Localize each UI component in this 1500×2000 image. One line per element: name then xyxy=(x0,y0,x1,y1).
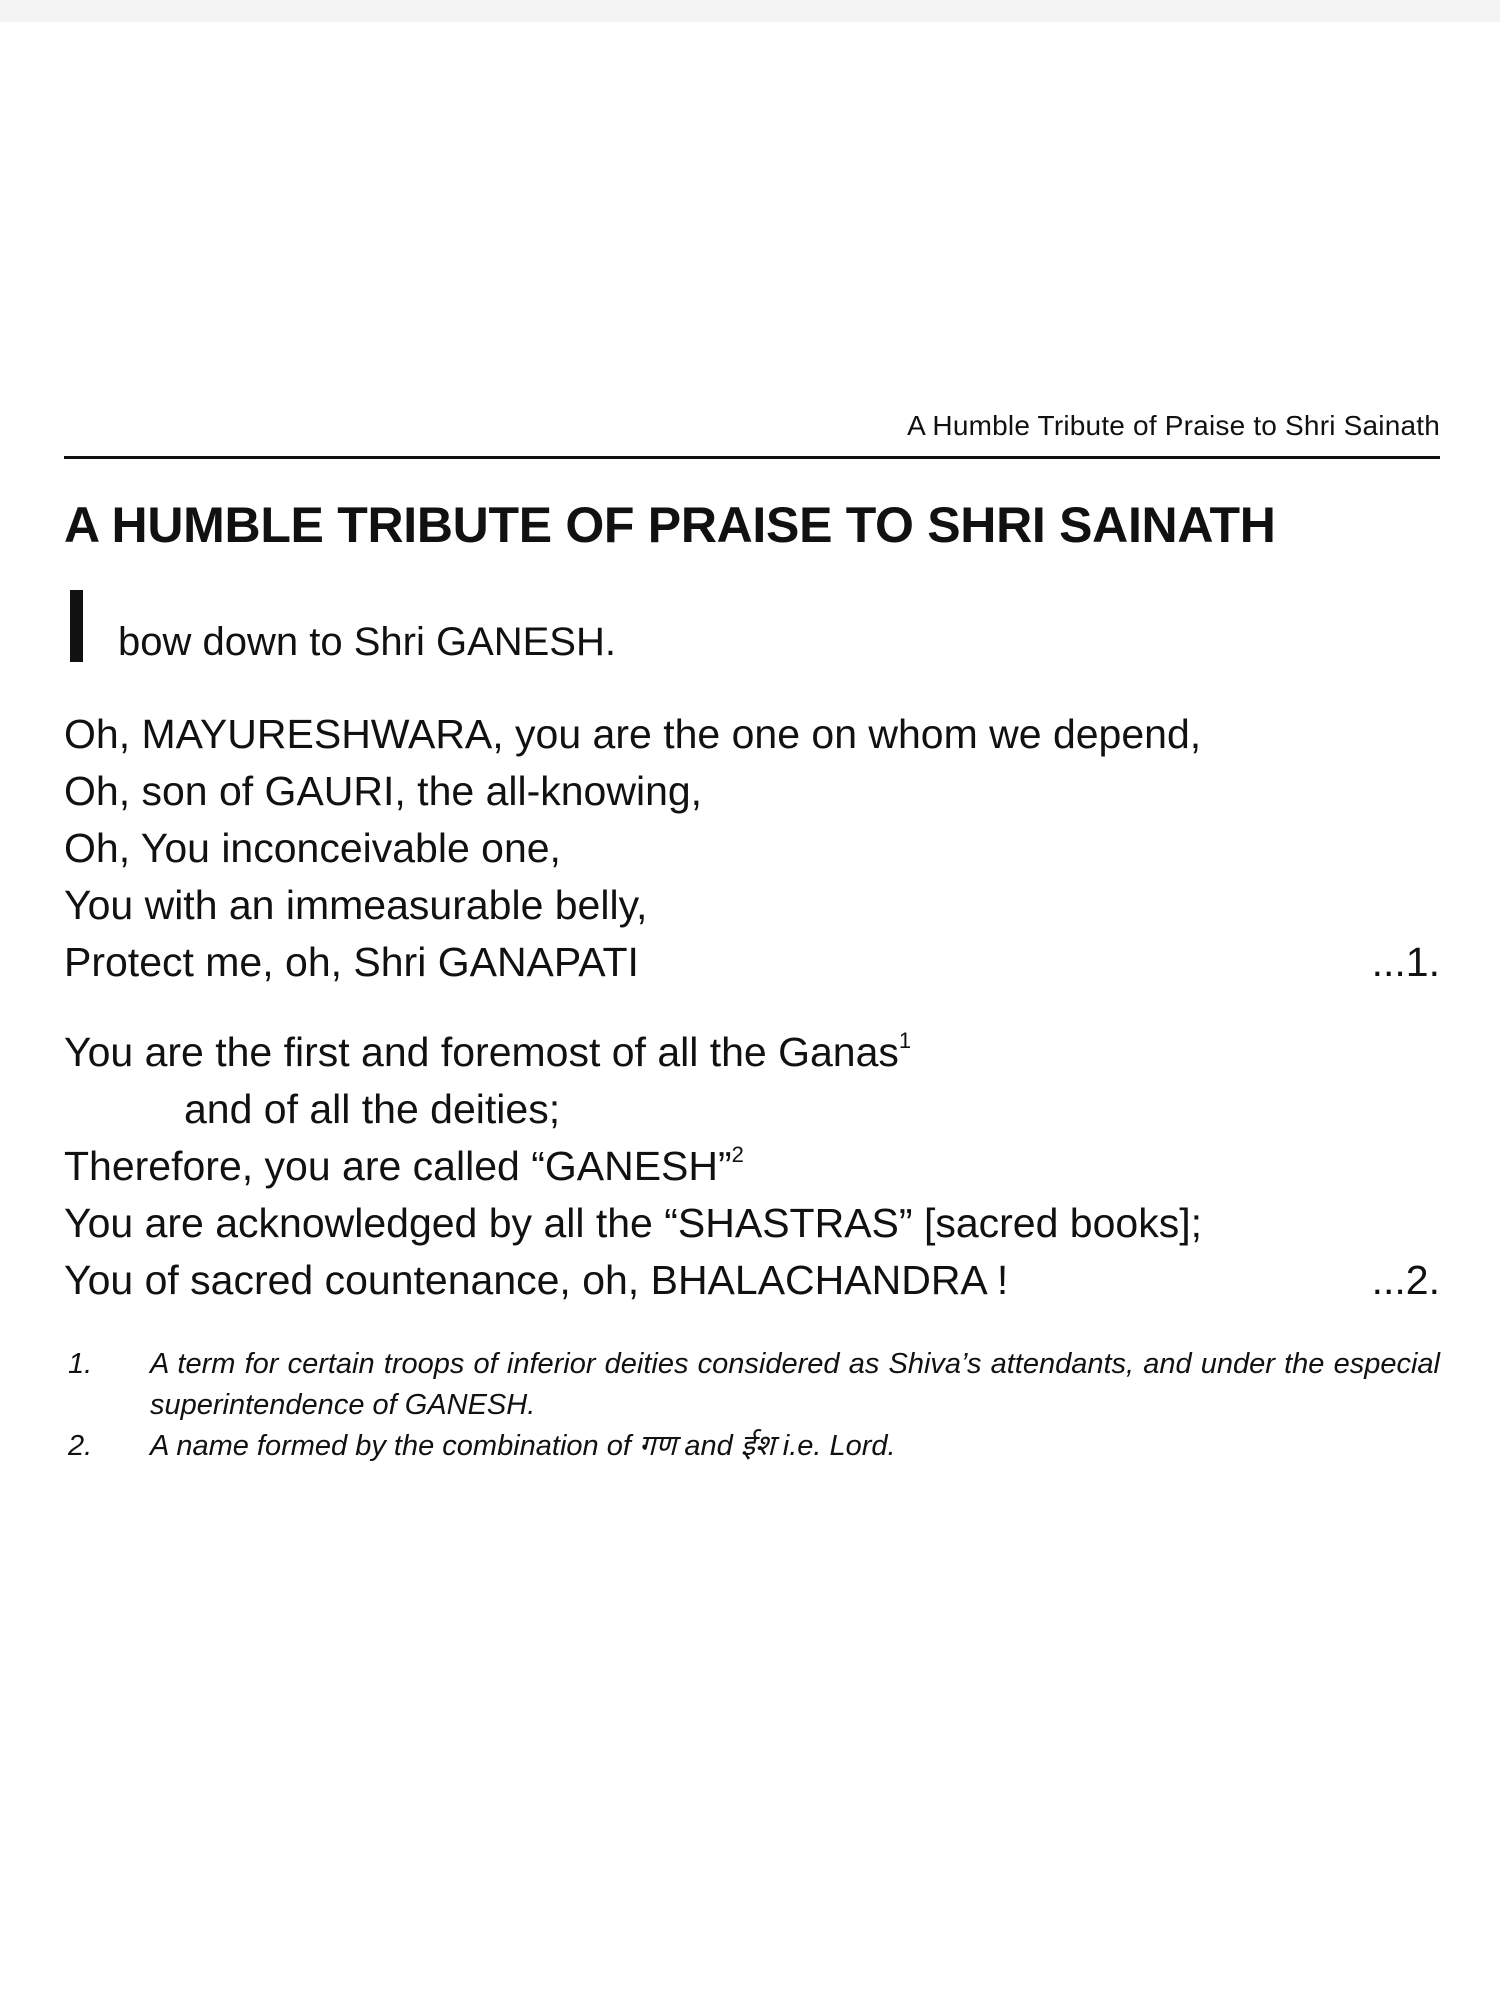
footnote-ref: 1 xyxy=(898,1028,912,1053)
opening-line xyxy=(64,590,1440,670)
verse-line xyxy=(64,1024,1440,1081)
footnote-number: 1. xyxy=(68,1348,93,1380)
footnote-text: A term for certain troops of inferior deities considered as Shiva’s attendants, and under the especial superintendence of GANESH. xyxy=(150,1348,1440,1421)
verse-line: Oh, You inconceivable one, xyxy=(64,825,561,871)
book-page xyxy=(64,0,1440,2000)
verse-text: You of sacred countenance, oh, BHALACHANDRA ! xyxy=(64,1257,1009,1303)
opening-text: bow down to Shri GANESH. xyxy=(118,620,616,664)
stanza-2 xyxy=(64,1024,1440,1309)
verse-line xyxy=(64,1138,1440,1195)
verse-line xyxy=(64,934,1440,991)
verse-line xyxy=(64,1252,1440,1309)
footnote-2 xyxy=(64,1426,1440,1467)
footnote-text: A name formed by the combination of गण and ईश i.e. Lord. xyxy=(150,1430,896,1462)
verse-text: You are the first and foremost of all the Ganas xyxy=(64,1029,899,1075)
page-title: A HUMBLE TRIBUTE OF PRAISE TO SHRI SAINATH xyxy=(64,497,1276,553)
verse-text: Protect me, oh, Shri GANAPATI xyxy=(64,939,639,985)
footnotes xyxy=(64,1344,1440,1467)
verse-number: ...2. xyxy=(1371,1257,1440,1303)
footnote-1 xyxy=(64,1344,1440,1426)
verse-line: You are acknowledged by all the “SHASTRAS” [sacred books]; xyxy=(64,1200,1202,1246)
footnote-number: 2. xyxy=(68,1430,93,1462)
verse-number: ...1. xyxy=(1371,939,1440,985)
verse-line: You with an immeasurable belly, xyxy=(64,882,648,928)
verse-line: and of all the deities; xyxy=(184,1086,561,1132)
footnote-ref: 2 xyxy=(731,1142,744,1167)
verse-line: Oh, son of GAURI, the all-knowing, xyxy=(64,768,703,814)
verse-text: Therefore, you are called “GANESH” xyxy=(64,1143,732,1189)
verse-line: Oh, MAYURESHWARA, you are the one on whom we depend, xyxy=(64,711,1202,757)
dropcap xyxy=(70,590,83,662)
stanza-1 xyxy=(64,706,1440,991)
running-head: A Humble Tribute of Praise to Shri Sainath xyxy=(907,410,1440,441)
header-rule xyxy=(64,456,1440,459)
